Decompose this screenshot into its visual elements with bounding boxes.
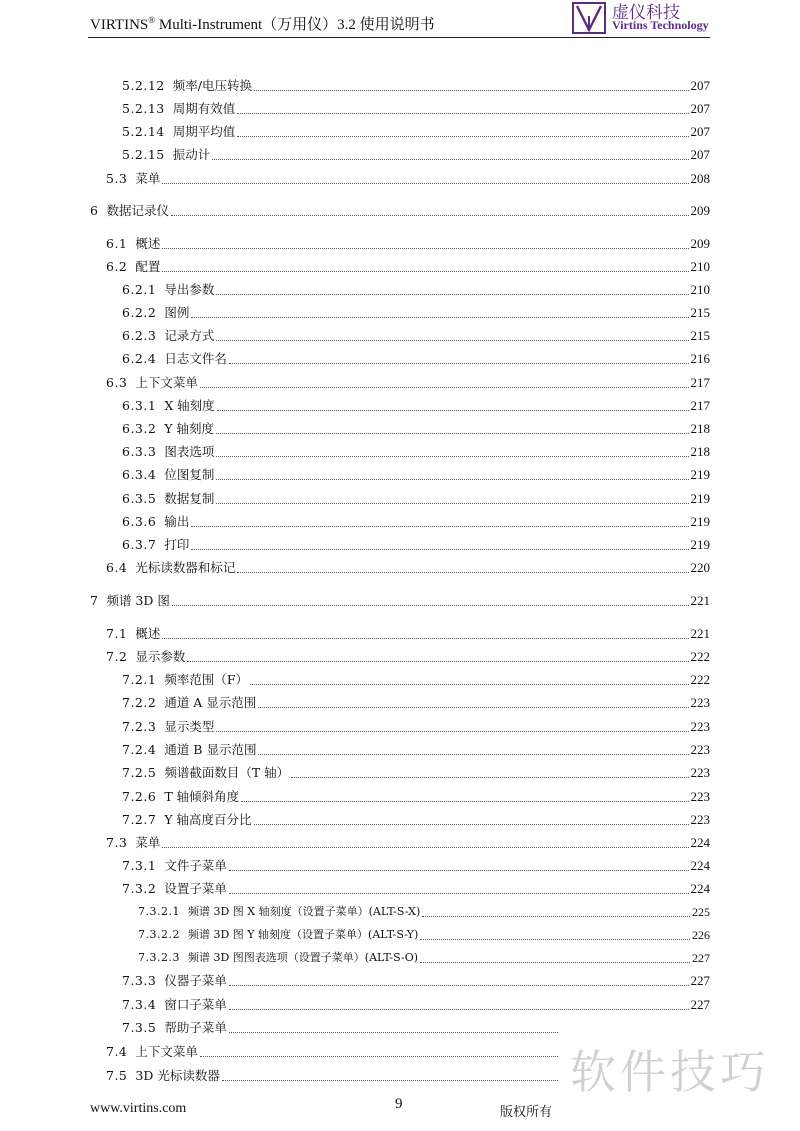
- toc-dot-leader: [172, 605, 689, 606]
- toc-entry-number: 7.3.5: [122, 1020, 157, 1035]
- toc-entry-title: 数据复制: [164, 491, 215, 506]
- toc-entry[interactable]: [106, 255, 710, 275]
- toc-entry[interactable]: [122, 854, 710, 874]
- toc-entry-title: 振动计: [172, 147, 211, 162]
- toc-dot-leader: [420, 962, 690, 963]
- toc-dot-leader: [216, 340, 688, 341]
- toc-entry-page: 223: [690, 695, 710, 710]
- toc-entry-page: 223: [690, 742, 710, 757]
- toc-entry-number: 7.2: [106, 649, 128, 664]
- toc-entry-number: 6.4: [106, 560, 128, 575]
- toc-entry[interactable]: [122, 463, 710, 483]
- toc-entry-page: 223: [690, 789, 710, 804]
- toc-entry[interactable]: [122, 74, 710, 94]
- toc-entry-title: 显示参数: [135, 649, 186, 664]
- toc-dot-leader: [216, 433, 688, 434]
- toc-dot-leader: [422, 916, 690, 917]
- toc-dot-leader: [191, 549, 688, 550]
- toc-entry-title: 概述: [135, 236, 161, 251]
- toc-entry-page: 223: [690, 765, 710, 780]
- toc-entry-page: 209: [690, 203, 710, 218]
- toc-entry[interactable]: [106, 232, 710, 252]
- toc-entry-number: 6.1: [106, 236, 128, 251]
- toc-entry[interactable]: [122, 877, 710, 897]
- toc-entry-number: 6.3.3: [122, 444, 157, 459]
- toc-entry-page: 217: [690, 398, 710, 413]
- toc-entry[interactable]: [138, 946, 710, 966]
- toc-entry-title: 输出: [164, 514, 190, 529]
- toc-dot-leader: [258, 707, 688, 708]
- toc-entry-title: 频率/电压转换: [172, 78, 252, 93]
- toc-entry-title: 文件子菜单: [164, 858, 227, 873]
- toc-entry[interactable]: [122, 347, 710, 367]
- toc-entry[interactable]: [138, 900, 710, 920]
- toc-entry[interactable]: [122, 301, 710, 321]
- toc-entry-title: 配置: [135, 259, 161, 274]
- toc-entry[interactable]: [106, 831, 710, 851]
- toc-entry-number: 5.3: [106, 171, 128, 186]
- toc-entry[interactable]: [122, 808, 710, 828]
- toc-entry-number: 5.2.12: [122, 78, 165, 93]
- toc-entry-page: 227: [690, 973, 710, 988]
- toc-entry[interactable]: [90, 199, 710, 219]
- toc-entry-title: Y 轴高度百分比: [164, 812, 252, 827]
- toc-entry[interactable]: [106, 167, 710, 187]
- header-title-prefix: VIRTINS: [90, 17, 149, 33]
- toc-entry-page: 207: [690, 124, 710, 139]
- toc-entry-title: 图例: [164, 305, 190, 320]
- toc-entry-page: 208: [690, 171, 710, 186]
- toc-entry-page: 224: [690, 835, 710, 850]
- toc-entry[interactable]: [122, 691, 710, 711]
- toc-entry-title: 菜单: [135, 835, 161, 850]
- toc-entry-page: 218: [690, 444, 710, 459]
- toc-entry[interactable]: [106, 622, 710, 642]
- toc-entry-page: 220: [690, 560, 710, 575]
- toc-entry-number: 7.1: [106, 626, 128, 641]
- logo-english-name: Virtins Technology: [612, 18, 709, 32]
- toc-dot-leader: [216, 503, 688, 504]
- toc-entry-title: 周期有效值: [172, 101, 236, 116]
- toc-dot-leader: [229, 1009, 689, 1010]
- toc-dot-leader: [229, 985, 689, 986]
- toc-entry[interactable]: [122, 394, 710, 414]
- toc-entry-number: 7.3.4: [122, 997, 157, 1012]
- toc-entry-page: 221: [690, 593, 710, 608]
- toc-entry-title: 日志文件名: [164, 351, 227, 366]
- toc-dot-leader: [237, 113, 688, 114]
- toc-dot-leader: [222, 1080, 558, 1081]
- toc-entry-number: 6: [90, 203, 99, 218]
- toc-entry-title: 频谱 3D 图 X 轴刻度（设置子菜单）(ALT-S-X): [187, 905, 421, 918]
- toc-entry-number: 7.2.1: [122, 672, 157, 687]
- toc-entry-page: 223: [690, 719, 710, 734]
- toc-entry-title: 频谱 3D 图图表选项（设置子菜单）(ALT-S-O): [187, 951, 419, 964]
- toc-entry[interactable]: [122, 324, 710, 344]
- toc-entry-number: 6.3.5: [122, 491, 157, 506]
- toc-entry-title: 频率范围（F）: [164, 672, 248, 687]
- toc-entry-page: 226: [692, 928, 710, 942]
- toc-entry[interactable]: [122, 761, 710, 781]
- toc-entry-title: 通道 A 显示范围: [164, 695, 257, 710]
- toc-dot-leader: [162, 248, 688, 249]
- toc-entry-title: T 轴倾斜角度: [164, 789, 240, 804]
- toc-entry-page: 209: [690, 236, 710, 251]
- toc-entry-number: 7.2.3: [122, 719, 157, 734]
- toc-dot-leader: [171, 215, 689, 216]
- header-title-suffix: Multi-Instrument（万用仪）3.2 使用说明书: [155, 17, 435, 33]
- toc-dot-leader: [229, 870, 689, 871]
- toc-entry-number: 6.3: [106, 375, 128, 390]
- toc-entry-number: 5.2.14: [122, 124, 165, 139]
- toc-entry-title: 概述: [135, 626, 161, 641]
- toc-entry-page: 216: [690, 351, 710, 366]
- toc-entry-number: 5.2.13: [122, 101, 165, 116]
- toc-entry-title: Y 轴刻度: [164, 421, 215, 436]
- toc-dot-leader: [229, 893, 689, 894]
- toc-entry-page: 207: [690, 101, 710, 116]
- toc-entry-number: 6.3.7: [122, 537, 157, 552]
- toc-entry[interactable]: [106, 371, 710, 391]
- toc-entry-page: 207: [690, 147, 710, 162]
- watermark-text: 软件技巧: [570, 1045, 770, 1099]
- toc-entry-number: 5.2.15: [122, 147, 165, 162]
- toc-entry-title: 图表选项: [164, 444, 215, 459]
- toc-dot-leader: [191, 526, 688, 527]
- registered-mark: ®: [148, 15, 156, 25]
- toc-entry[interactable]: [122, 487, 710, 507]
- toc-entry[interactable]: [106, 556, 710, 576]
- toc-entry-page: 215: [690, 328, 710, 343]
- toc-entry-page: 222: [690, 649, 710, 664]
- toc-entry-number: 7.3.2.1: [138, 905, 180, 918]
- toc-dot-leader: [187, 661, 688, 662]
- toc-entry-title: 数据记录仪: [106, 203, 169, 218]
- toc-entry-number: 7: [90, 593, 99, 608]
- toc-dot-leader: [420, 939, 690, 940]
- toc-dot-leader: [241, 801, 688, 802]
- toc-entry-number: 7.5: [106, 1068, 128, 1083]
- toc-dot-leader: [212, 159, 688, 160]
- toc-entry[interactable]: [122, 715, 710, 735]
- toc-entry-page: 227: [690, 997, 710, 1012]
- toc-dot-leader: [258, 754, 688, 755]
- toc-entry-page: 219: [690, 467, 710, 482]
- toc-entry-title: X 轴刻度: [164, 398, 215, 413]
- toc-dot-leader: [291, 777, 688, 778]
- toc-entry-title: 光标读数器和标记: [135, 560, 236, 575]
- toc-entry[interactable]: [122, 785, 710, 805]
- toc-entry-number: 6.3.1: [122, 398, 157, 413]
- toc-entry-title: 设置子菜单: [164, 881, 227, 896]
- toc-dot-leader: [162, 638, 688, 639]
- toc-dot-leader: [237, 136, 688, 137]
- toc-entry[interactable]: [122, 97, 710, 117]
- toc-entry-page: 219: [690, 514, 710, 529]
- toc-entry[interactable]: [122, 738, 710, 758]
- toc-entry-number: 7.2.4: [122, 742, 157, 757]
- toc-entry-page: 225: [692, 905, 710, 919]
- toc-dot-leader: [162, 847, 688, 848]
- toc-entry-page: 221: [690, 626, 710, 641]
- toc-entry-page: 218: [690, 421, 710, 436]
- toc-entry-number: 6.2.4: [122, 351, 157, 366]
- toc-entry-number: 6.2.1: [122, 282, 157, 297]
- toc-entry-number: 7.3.3: [122, 973, 157, 988]
- toc-entry-page: 222: [690, 672, 710, 687]
- toc-entry[interactable]: [122, 668, 710, 688]
- toc-entry-number: 6.3.2: [122, 421, 157, 436]
- toc-entry-page: 224: [690, 881, 710, 896]
- toc-dot-leader: [191, 317, 688, 318]
- toc-entry-number: 7.3.1: [122, 858, 157, 873]
- toc-dot-leader: [216, 294, 688, 295]
- toc-entry-title: 导出参数: [164, 282, 215, 297]
- toc-dot-leader: [200, 1056, 558, 1057]
- logo-chinese-name: 虚仪科技: [612, 3, 680, 23]
- toc-dot-leader: [237, 572, 688, 573]
- toc-dot-leader: [229, 363, 689, 364]
- toc-entry-title: 上下文菜单: [135, 375, 198, 390]
- toc-entry-number: 7.3.2.3: [138, 951, 180, 964]
- toc-entry-title: 通道 B 显示范围: [164, 742, 257, 757]
- toc-entry-page: 219: [690, 491, 710, 506]
- toc-entry-page: 210: [690, 259, 710, 274]
- footer-website: www.virtins.com: [90, 1101, 187, 1116]
- toc-entry[interactable]: [122, 278, 710, 298]
- toc-dot-leader: [250, 684, 689, 685]
- toc-entry-title: 窗口子菜单: [164, 997, 227, 1012]
- toc-entry-title: 帮助子菜单: [164, 1020, 227, 1035]
- toc-dot-leader: [216, 456, 688, 457]
- toc-entry[interactable]: [122, 969, 710, 989]
- toc-entry-page: 223: [690, 812, 710, 827]
- toc-entry[interactable]: [122, 993, 710, 1013]
- toc-dot-leader: [162, 183, 688, 184]
- toc-dot-leader: [216, 731, 688, 732]
- toc-entry-number: 7.2.6: [122, 789, 157, 804]
- toc-entry-title: 上下文菜单: [135, 1044, 198, 1059]
- toc-entry-number: 7.4: [106, 1044, 128, 1059]
- toc-entry[interactable]: [138, 923, 710, 943]
- toc-entry-number: 7.2.5: [122, 765, 157, 780]
- toc-entry-title: 显示类型: [164, 719, 215, 734]
- footer-page-number: 9: [395, 1096, 403, 1112]
- toc-dot-leader: [216, 479, 688, 480]
- toc-entry-number: 7.3: [106, 835, 128, 850]
- toc-entry-title: 位图复制: [164, 467, 215, 482]
- toc-entry-title: 频谱 3D 图: [106, 593, 170, 608]
- toc-entry[interactable]: [106, 645, 710, 665]
- toc-entry[interactable]: [122, 533, 710, 553]
- toc-entry-number: 6.2: [106, 259, 128, 274]
- toc-dot-leader: [254, 90, 689, 91]
- toc-entry-page: 207: [690, 78, 710, 93]
- toc-dot-leader: [229, 1032, 558, 1033]
- toc-entry-number: 7.2.2: [122, 695, 157, 710]
- toc-entry-title: 3D 光标读数器: [135, 1068, 220, 1083]
- toc-entry-title: 记录方式: [164, 328, 215, 343]
- toc-entry-number: 7.3.2.2: [138, 928, 180, 941]
- toc-entry[interactable]: [122, 120, 710, 140]
- toc-entry[interactable]: [106, 1064, 560, 1084]
- toc-entry-page: 219: [690, 537, 710, 552]
- footer-copyright: 版权所有: [500, 1105, 553, 1120]
- toc-entry-title: 频谱截面数目（T 轴）: [164, 765, 290, 780]
- toc-entry-number: 6.3.6: [122, 514, 157, 529]
- toc-dot-leader: [200, 387, 689, 388]
- toc-dot-leader: [162, 271, 688, 272]
- toc-entry-page: 210: [690, 282, 710, 297]
- toc-entry[interactable]: [122, 143, 710, 163]
- toc-entry-number: 7.2.7: [122, 812, 157, 827]
- toc-dot-leader: [217, 410, 689, 411]
- toc-entry-page: 227: [692, 951, 710, 965]
- toc-entry-page: 224: [690, 858, 710, 873]
- toc-entry-number: 6.2.3: [122, 328, 157, 343]
- toc-entry-title: 打印: [164, 537, 190, 552]
- toc-entry[interactable]: [122, 417, 710, 437]
- toc-entry-title: 周期平均值: [172, 124, 236, 139]
- toc-entry-title: 频谱 3D 图 Y 轴刻度（设置子菜单）(ALT-S-Y): [187, 928, 419, 941]
- toc-entry-number: 6.2.2: [122, 305, 157, 320]
- toc-entry[interactable]: [90, 589, 710, 609]
- toc-entry[interactable]: [122, 440, 710, 460]
- toc-entry[interactable]: [122, 510, 710, 530]
- toc-entry[interactable]: [106, 1040, 560, 1060]
- toc-entry-number: 6.3.4: [122, 467, 157, 482]
- toc-entry-number: 7.3.2: [122, 881, 157, 896]
- toc-entry-page: 217: [690, 375, 710, 390]
- toc-entry[interactable]: [122, 1016, 560, 1036]
- toc-entry-title: 菜单: [135, 171, 161, 186]
- toc-entry-page: 215: [690, 305, 710, 320]
- toc-dot-leader: [254, 824, 689, 825]
- toc-entry-title: 仪器子菜单: [164, 973, 227, 988]
